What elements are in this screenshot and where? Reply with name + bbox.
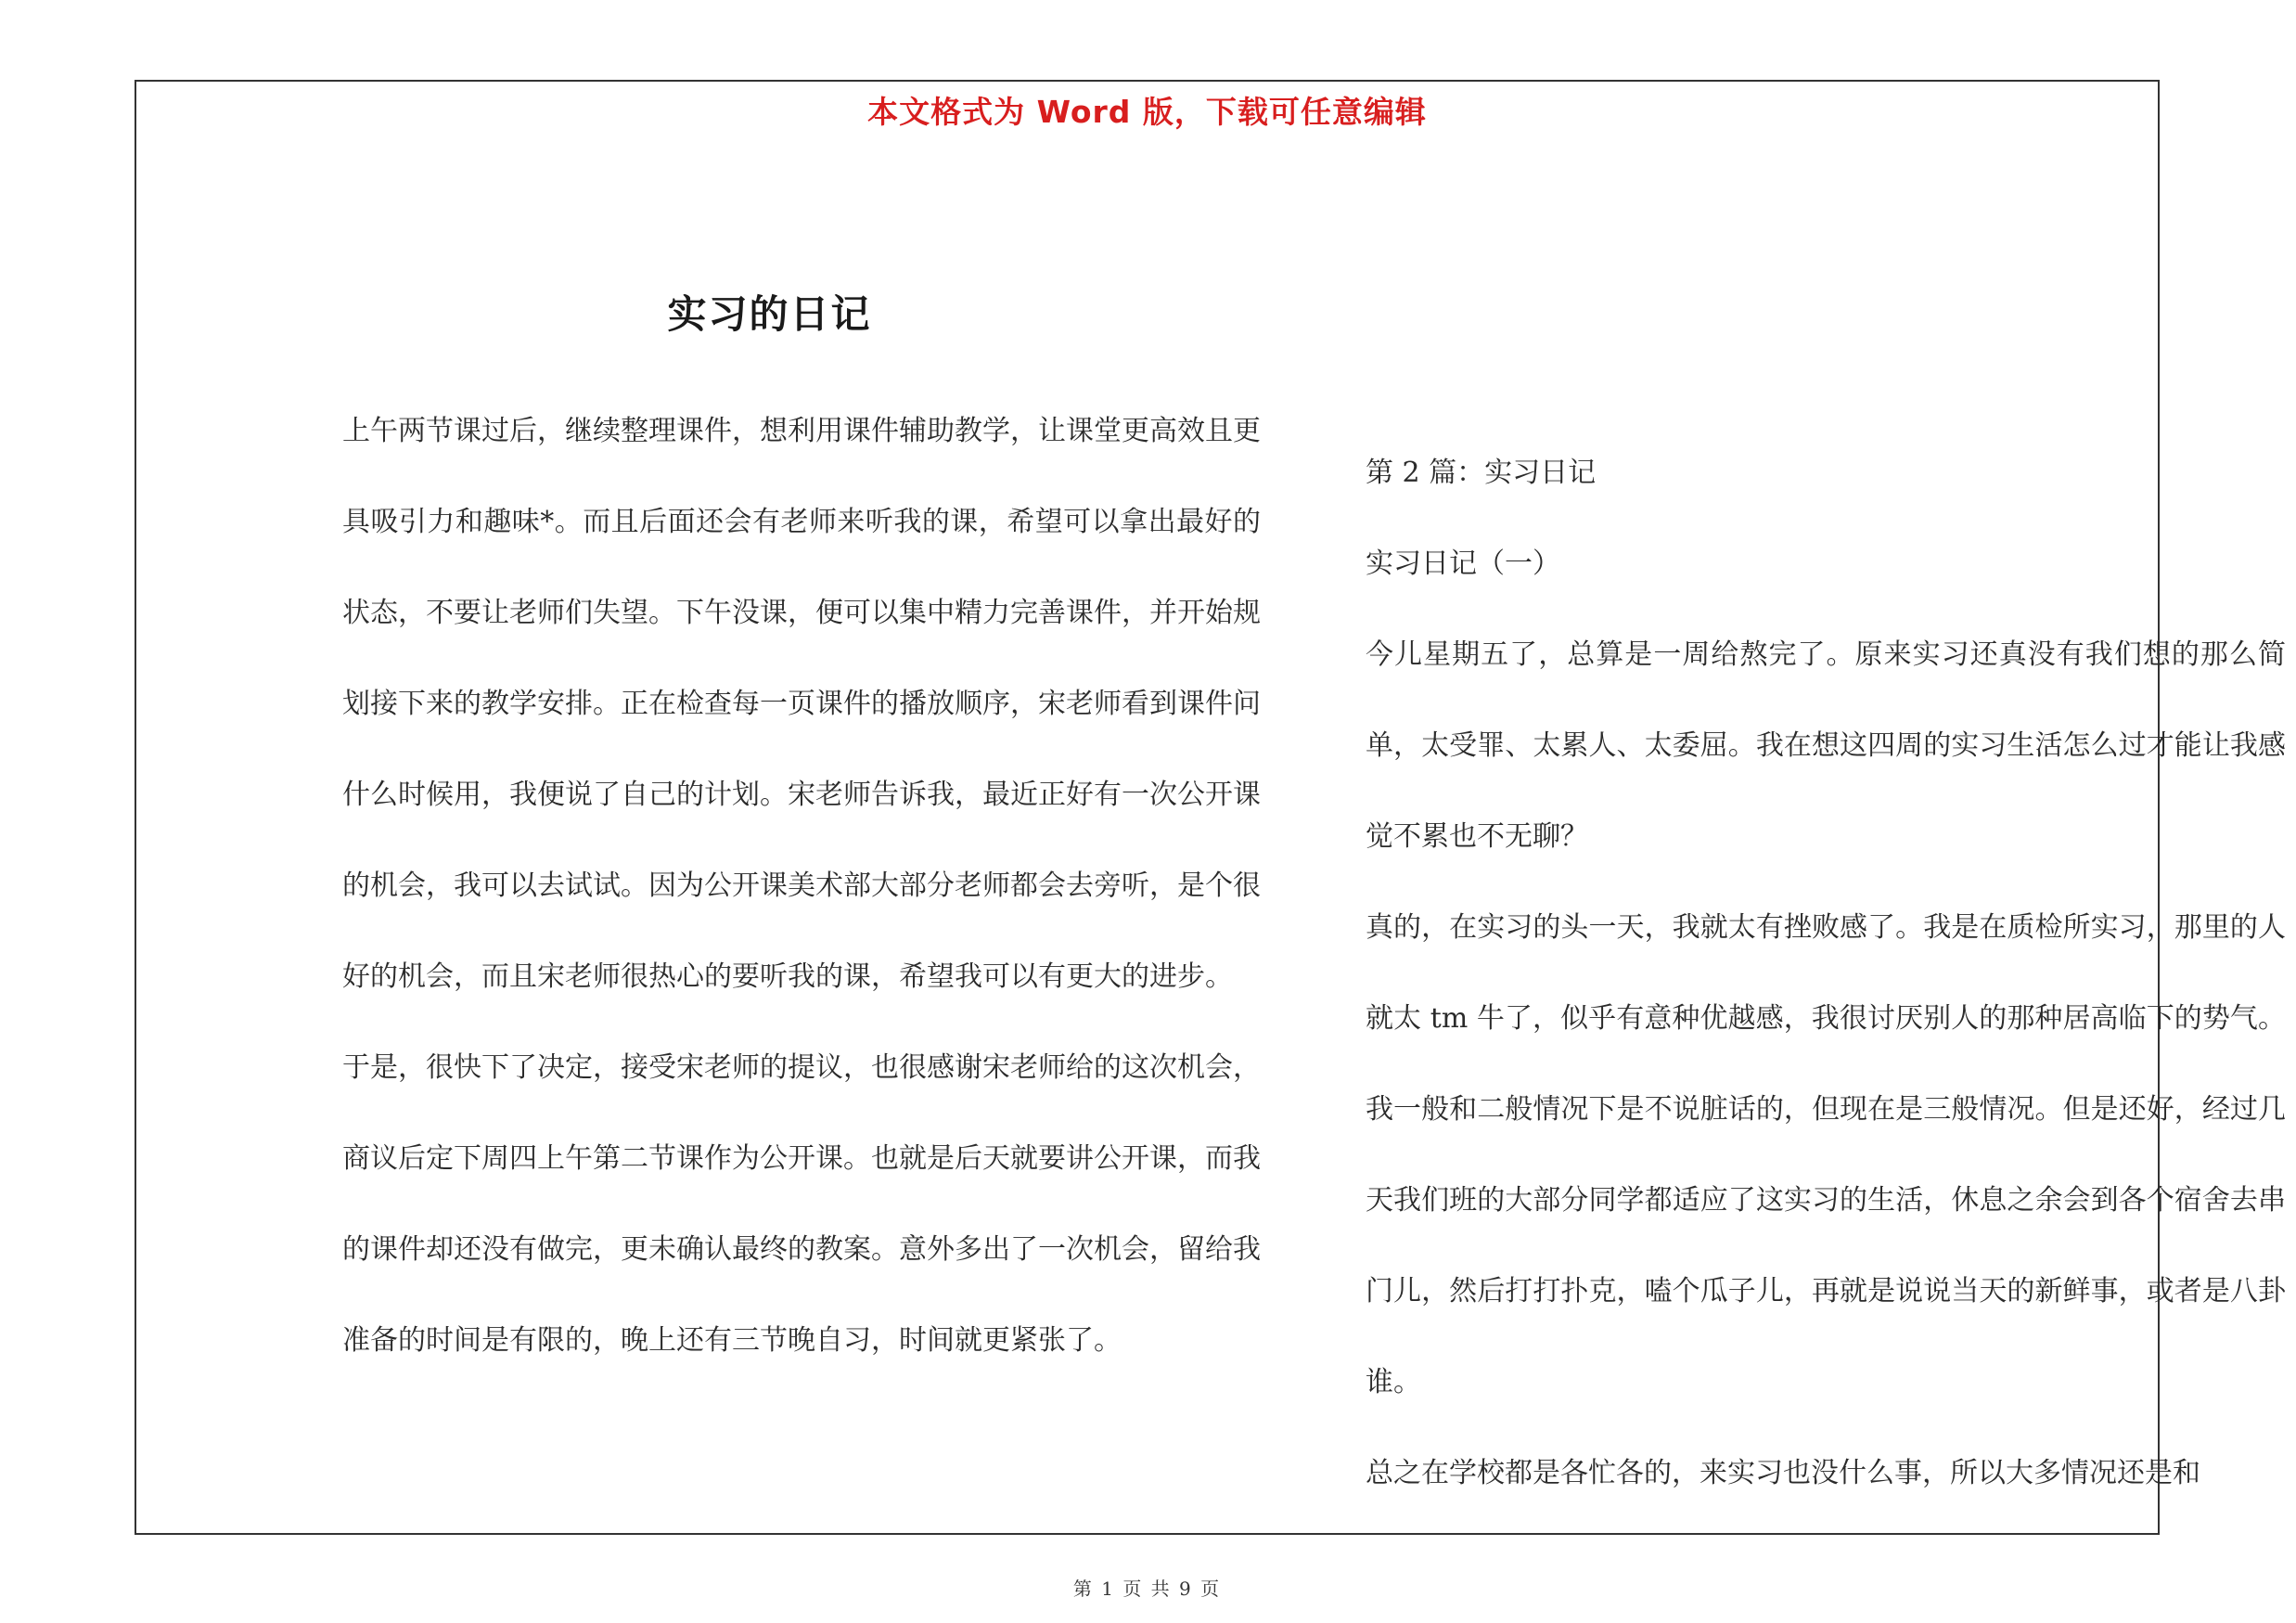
subsection-heading: 实习日记（一） xyxy=(1366,547,1560,580)
paragraph: 总之在学校都是各忙各的，来实习也没什么事，所以大多情况还是和 xyxy=(1366,1457,2200,1489)
page-frame xyxy=(135,80,2286,1600)
right-column xyxy=(1366,428,2286,1519)
word-format-banner: 本文格式为 Word 版，下载可任意编辑 xyxy=(867,94,1427,130)
left-column xyxy=(342,386,1261,1386)
page-number-footer: 第 1 页 共 9 页 xyxy=(1072,1578,1222,1600)
document-title: 实习的日记 xyxy=(667,291,872,337)
paragraph: 上午两节课过后，继续整理课件，想利用课件辅助教学，让课堂更高效且更具吸引力和趣味*。而且后面还会有老师来听我的课，希望可以拿出最好的状态，不要让老师们失望。下午没课，便可以集中精力完善课件，并开始规划接下来的教学安排。正在检查每一页课件的播放顺序，宋老师看到课件问什么时候用，我便说了自己的计划。宋老师告诉我，最近正好有一次公开课的机会，我可以去试试。因为公开课美术部大部分老师都会去旁听，是个很好的机会，而且宋老师很热心的要听我的课，希望我可以有更大的进步。 xyxy=(342,415,1261,993)
paragraph: 于是，很快下了决定，接受宋老师的提议，也很感谢宋老师给的这次机会，商议后定下周四上午第二节课作为公开课。也就是后天就要讲公开课，而我的课件却还没有做完，更未确认最终的教案。意外多出了一次机会，留给我准备的时间是有限的，晚上还有三节晚自习，时间就更紧张了。 xyxy=(342,1051,1261,1357)
paragraph: 真的，在实习的头一天，我就太有挫败感了。我是在质检所实习，那里的人就太 tm 牛了，似乎有意种优越感，我很讨厌别人的那种居高临下的势气。我一般和二般情况下是不说脏话的，但现在是三般情况。但是还好，经过几天我们班的大部分同学都适应了这实习的生活，休息之余会到各个宿舍去串门儿，然后打打扑克，嗑个瓜子儿，再就是说说当天的新鲜事，或者是八卦谁。 xyxy=(1366,911,2286,1398)
paragraph: 今儿星期五了，总算是一周给熬完了。原来实习还真没有我们想的那么简单，太受罪、太累人、太委屈。我在想这四周的实习生活怎么过才能让我感觉不累也不无聊？ xyxy=(1366,638,2286,853)
section-heading: 第 2 篇：实习日记 xyxy=(1366,457,1597,489)
